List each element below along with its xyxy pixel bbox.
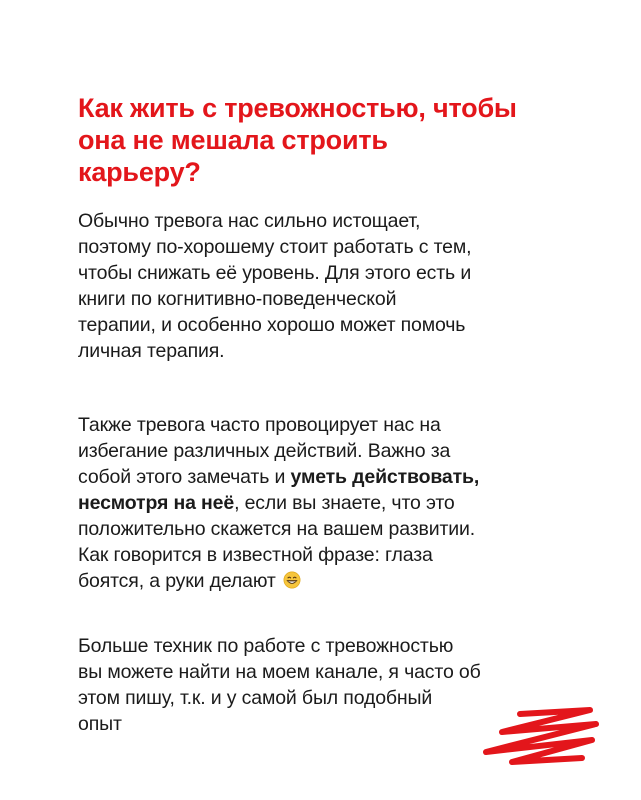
text-line: личная терапия. [78, 340, 225, 362]
text-line: Как говорится в известной фразе: глаза [78, 544, 433, 566]
text-line: опыт [78, 713, 122, 735]
post-title [78, 92, 598, 188]
text-fragment: , если вы знаете, что это [234, 492, 455, 514]
paragraph-channel [78, 633, 481, 737]
text-line [78, 464, 479, 490]
text-line: терапии, и особенно хорошо может помочь [78, 314, 466, 336]
text-line: положительно скажется на вашем развитии. [78, 518, 475, 540]
text-line: вы можете найти на моем канале, я часто об [78, 661, 481, 683]
bold-emphasis: несмотря на неё [78, 492, 235, 514]
text-line: Также тревога часто провоцирует нас на [78, 414, 441, 436]
text-fragment: собой этого замечать и [78, 466, 291, 488]
text-line: избегание различных действий. Важно за [78, 440, 451, 462]
bold-emphasis: уметь действовать, [290, 466, 480, 488]
paragraph-avoidance [78, 412, 479, 594]
grinning-face-emoji-icon [283, 571, 301, 589]
paragraph-therapy [78, 208, 471, 364]
text-fragment: боятся, а руки делают [78, 570, 276, 592]
title-line: карьеру? [78, 157, 201, 187]
text-line: Обычно тревога нас сильно истощает, [78, 210, 421, 232]
text-line [78, 568, 479, 594]
text-line: чтобы снижать её уровень. Для этого есть и [78, 262, 472, 284]
red-scribble-decoration [472, 702, 602, 772]
text-line: книги по когнитивно-поведенческой [78, 288, 397, 310]
title-line: она не мешала строить [78, 125, 388, 155]
text-line [78, 490, 479, 516]
text-line: этом пишу, т.к. и у самой был подобный [78, 687, 433, 709]
text-line: поэтому по-хорошему стоит работать с тем, [78, 236, 472, 258]
title-line: Как жить с тревожностью, чтобы [78, 93, 517, 123]
text-line: Больше техник по работе с тревожностью [78, 635, 454, 657]
